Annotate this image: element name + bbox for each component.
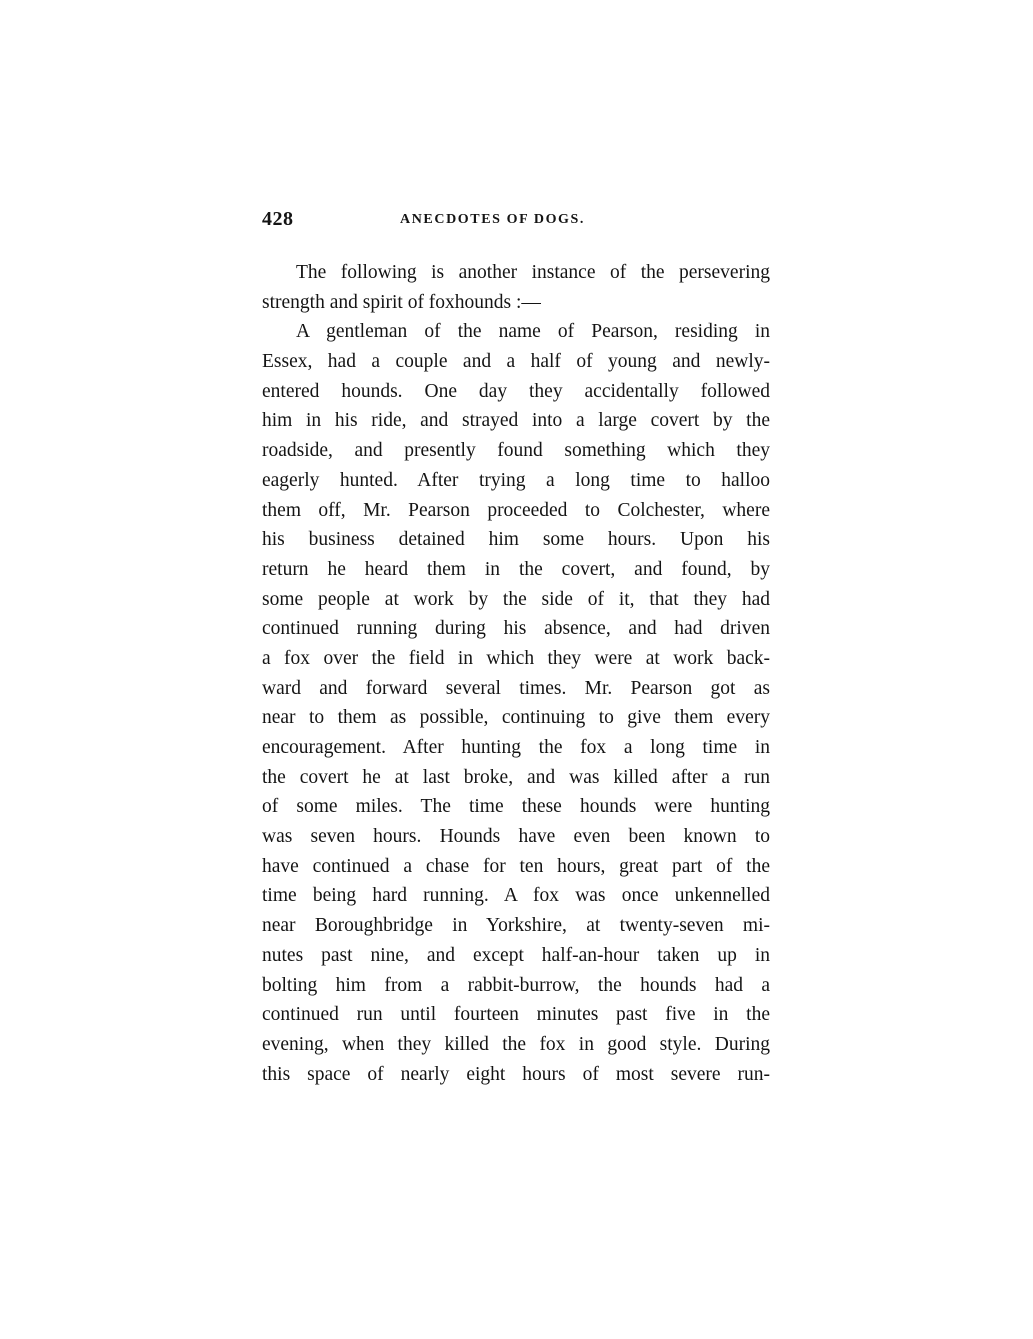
text-line: evening, when they killed the fox in good style. During: [262, 1033, 770, 1055]
paragraph-1: [262, 258, 770, 317]
text-line: bolting him from a rabbit-burrow, the hounds had a: [262, 974, 770, 996]
text-line: have continued a chase for ten hours, great part of the: [262, 855, 770, 877]
text-line: entered hounds. One day they accidentally followed: [262, 380, 770, 402]
text-line: some people at work by the side of it, that they had: [262, 588, 770, 610]
page-number: 428: [262, 208, 294, 230]
text-line: this space of nearly eight hours of most severe run-: [262, 1063, 770, 1085]
text-line: him in his ride, and strayed into a large covert by the: [262, 410, 770, 432]
text-line: was seven hours. Hounds have even been known to: [262, 826, 770, 848]
text-line: the covert he at last broke, and was killed after a run: [262, 766, 770, 788]
running-head: [262, 208, 770, 236]
text-line: his business detained him some hours. Upon his: [262, 529, 770, 551]
text-line: ward and forward several times. Mr. Pearson got as: [262, 677, 770, 699]
text-line: Essex, had a couple and a half of young and newly-: [262, 351, 770, 373]
text-line: eagerly hunted. After trying a long time to halloo: [262, 469, 770, 491]
text-line: a fox over the field in which they were at work back-: [262, 647, 770, 669]
text-line: continued run until fourteen minutes past five in the: [262, 1004, 770, 1026]
body-text: [262, 258, 770, 1089]
text-line: near Boroughbridge in Yorkshire, at twenty-seven mi-: [262, 915, 770, 937]
text-line: near to them as possible, continuing to give them every: [262, 707, 770, 729]
text-line: continued running during his absence, and had driven: [262, 618, 770, 640]
text-line: time being hard running. A fox was once unkennelled: [262, 885, 770, 907]
text-line: roadside, and presently found something which they: [262, 440, 770, 462]
text-line: return he heard them in the covert, and found, by: [262, 558, 770, 580]
text-line: them off, Mr. Pearson proceeded to Colchester, where: [262, 499, 770, 521]
text-line: nutes past nine, and except half-an-hour taken up in: [262, 944, 770, 966]
running-title: ANECDOTES OF DOGS.: [400, 212, 586, 227]
text-line: strength and spirit of foxhounds :—: [262, 291, 541, 313]
text-line: A gentleman of the name of Pearson, residing in: [296, 321, 770, 343]
paragraph-2: [262, 317, 770, 1089]
text-line: encouragement. After hunting the fox a long time in: [262, 737, 770, 758]
text-line: of some miles. The time these hounds were hunting: [262, 796, 770, 818]
text-line: The following is another instance of the persevering: [296, 262, 770, 283]
